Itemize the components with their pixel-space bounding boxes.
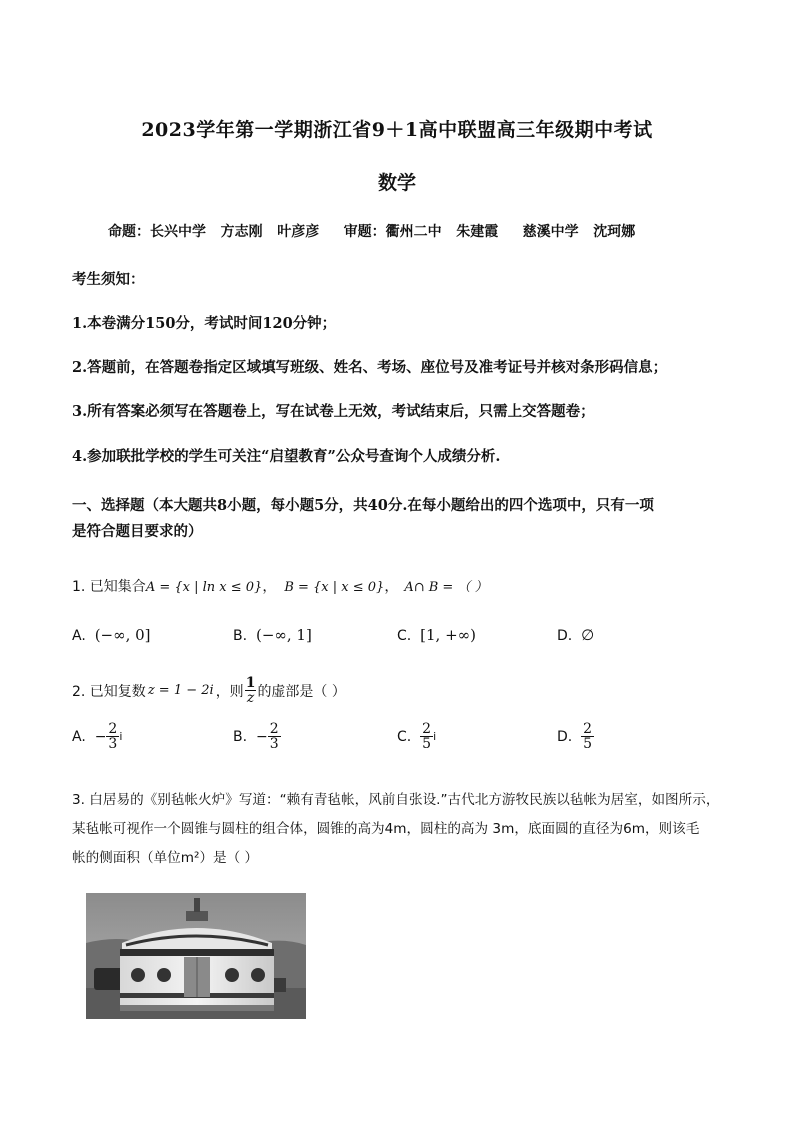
q1-sep: ， bbox=[262, 579, 277, 595]
q1-option-d[interactable]: D. ∅ bbox=[557, 626, 595, 644]
q2-expr: z = 1 − 2i bbox=[147, 683, 214, 698]
q2-option-a[interactable]: A. − $\frac{2}{3}$ i bbox=[72, 721, 123, 752]
section-heading-cont: 是符合题目要求的） bbox=[72, 523, 203, 540]
q1-option-a[interactable]: A. (−∞, 0] bbox=[72, 626, 151, 644]
q1-prefix: 1. 已知集合 bbox=[72, 579, 146, 595]
q2-option-b[interactable]: B. − $\frac{2}{3}$ bbox=[233, 721, 279, 752]
yurt-photo bbox=[86, 893, 306, 1019]
question-3-line1: 3. 白居易的《别毡帐火炉》写道：“赖有青毡帐，风前自张设.”古代北方游牧民族以毡帐为居室，如图所示， bbox=[72, 792, 720, 808]
q1-set-a: A = {x | ln x ≤ 0} bbox=[145, 580, 263, 595]
notice-item: 2.答题前，在答题卷指定区域填写班级、姓名、考场、座位号及准考证号并核对条形码信息； bbox=[72, 359, 668, 376]
notice-item: 4.参加联批学校的学生可关注“启望教育”公众号查询个人成绩分析. bbox=[72, 448, 501, 465]
q1-ask: A∩ B = （ ） bbox=[404, 580, 488, 595]
q2-option-d[interactable]: D. $\frac{2}{5}$ bbox=[557, 721, 593, 752]
q2-option-c[interactable]: C. $\frac{2}{5}$ i bbox=[397, 721, 437, 752]
q2-middle: ，则 bbox=[215, 683, 244, 700]
section-heading: 一、选择题（本大题共8小题，每小题5分，共40分.在每小题给出的四个选项中，只有一项 bbox=[72, 497, 654, 514]
exam-subject: 数学 bbox=[377, 172, 416, 194]
exam-title: 2023学年第一学期浙江省9＋1高中联盟高三年级期中考试 bbox=[141, 119, 653, 141]
question-2 bbox=[72, 676, 346, 705]
q1-option-c[interactable]: C. [1, +∞) bbox=[397, 626, 476, 644]
q1-set-b: B = {x | x ≤ 0} bbox=[284, 580, 385, 595]
exam-authors: 命题：长兴中学 方志刚 叶彦彦 审题：衢州二中 朱建霞 慈溪中学 沈珂娜 bbox=[108, 224, 636, 240]
notice-item: 3.所有答案必须写在答题卷上，写在试卷上无效，考试结束后，只需上交答题卷； bbox=[72, 403, 595, 420]
q2-prefix: 2. 已知复数 bbox=[72, 683, 146, 700]
notice-heading: 考生须知： bbox=[72, 271, 145, 288]
q1-option-b[interactable]: B. (−∞, 1] bbox=[233, 626, 312, 644]
q1-suffix: ， bbox=[384, 579, 399, 595]
question-3-line3: 帐的侧面积（单位m²）是（ ） bbox=[72, 850, 259, 866]
q2-suffix: 的虚部是（ ） bbox=[257, 683, 346, 700]
notice-item: 1.本卷满分150分，考试时间120分钟； bbox=[72, 315, 337, 332]
q2-fraction: $\frac{1}{z}$ bbox=[245, 675, 256, 706]
question-1 bbox=[72, 576, 488, 596]
question-3-line2: 某毡帐可视作一个圆锥与圆柱的组合体，圆锥的高为4m，圆柱的高为 3m，底面圆的直径为6m，则该毛 bbox=[72, 821, 700, 837]
